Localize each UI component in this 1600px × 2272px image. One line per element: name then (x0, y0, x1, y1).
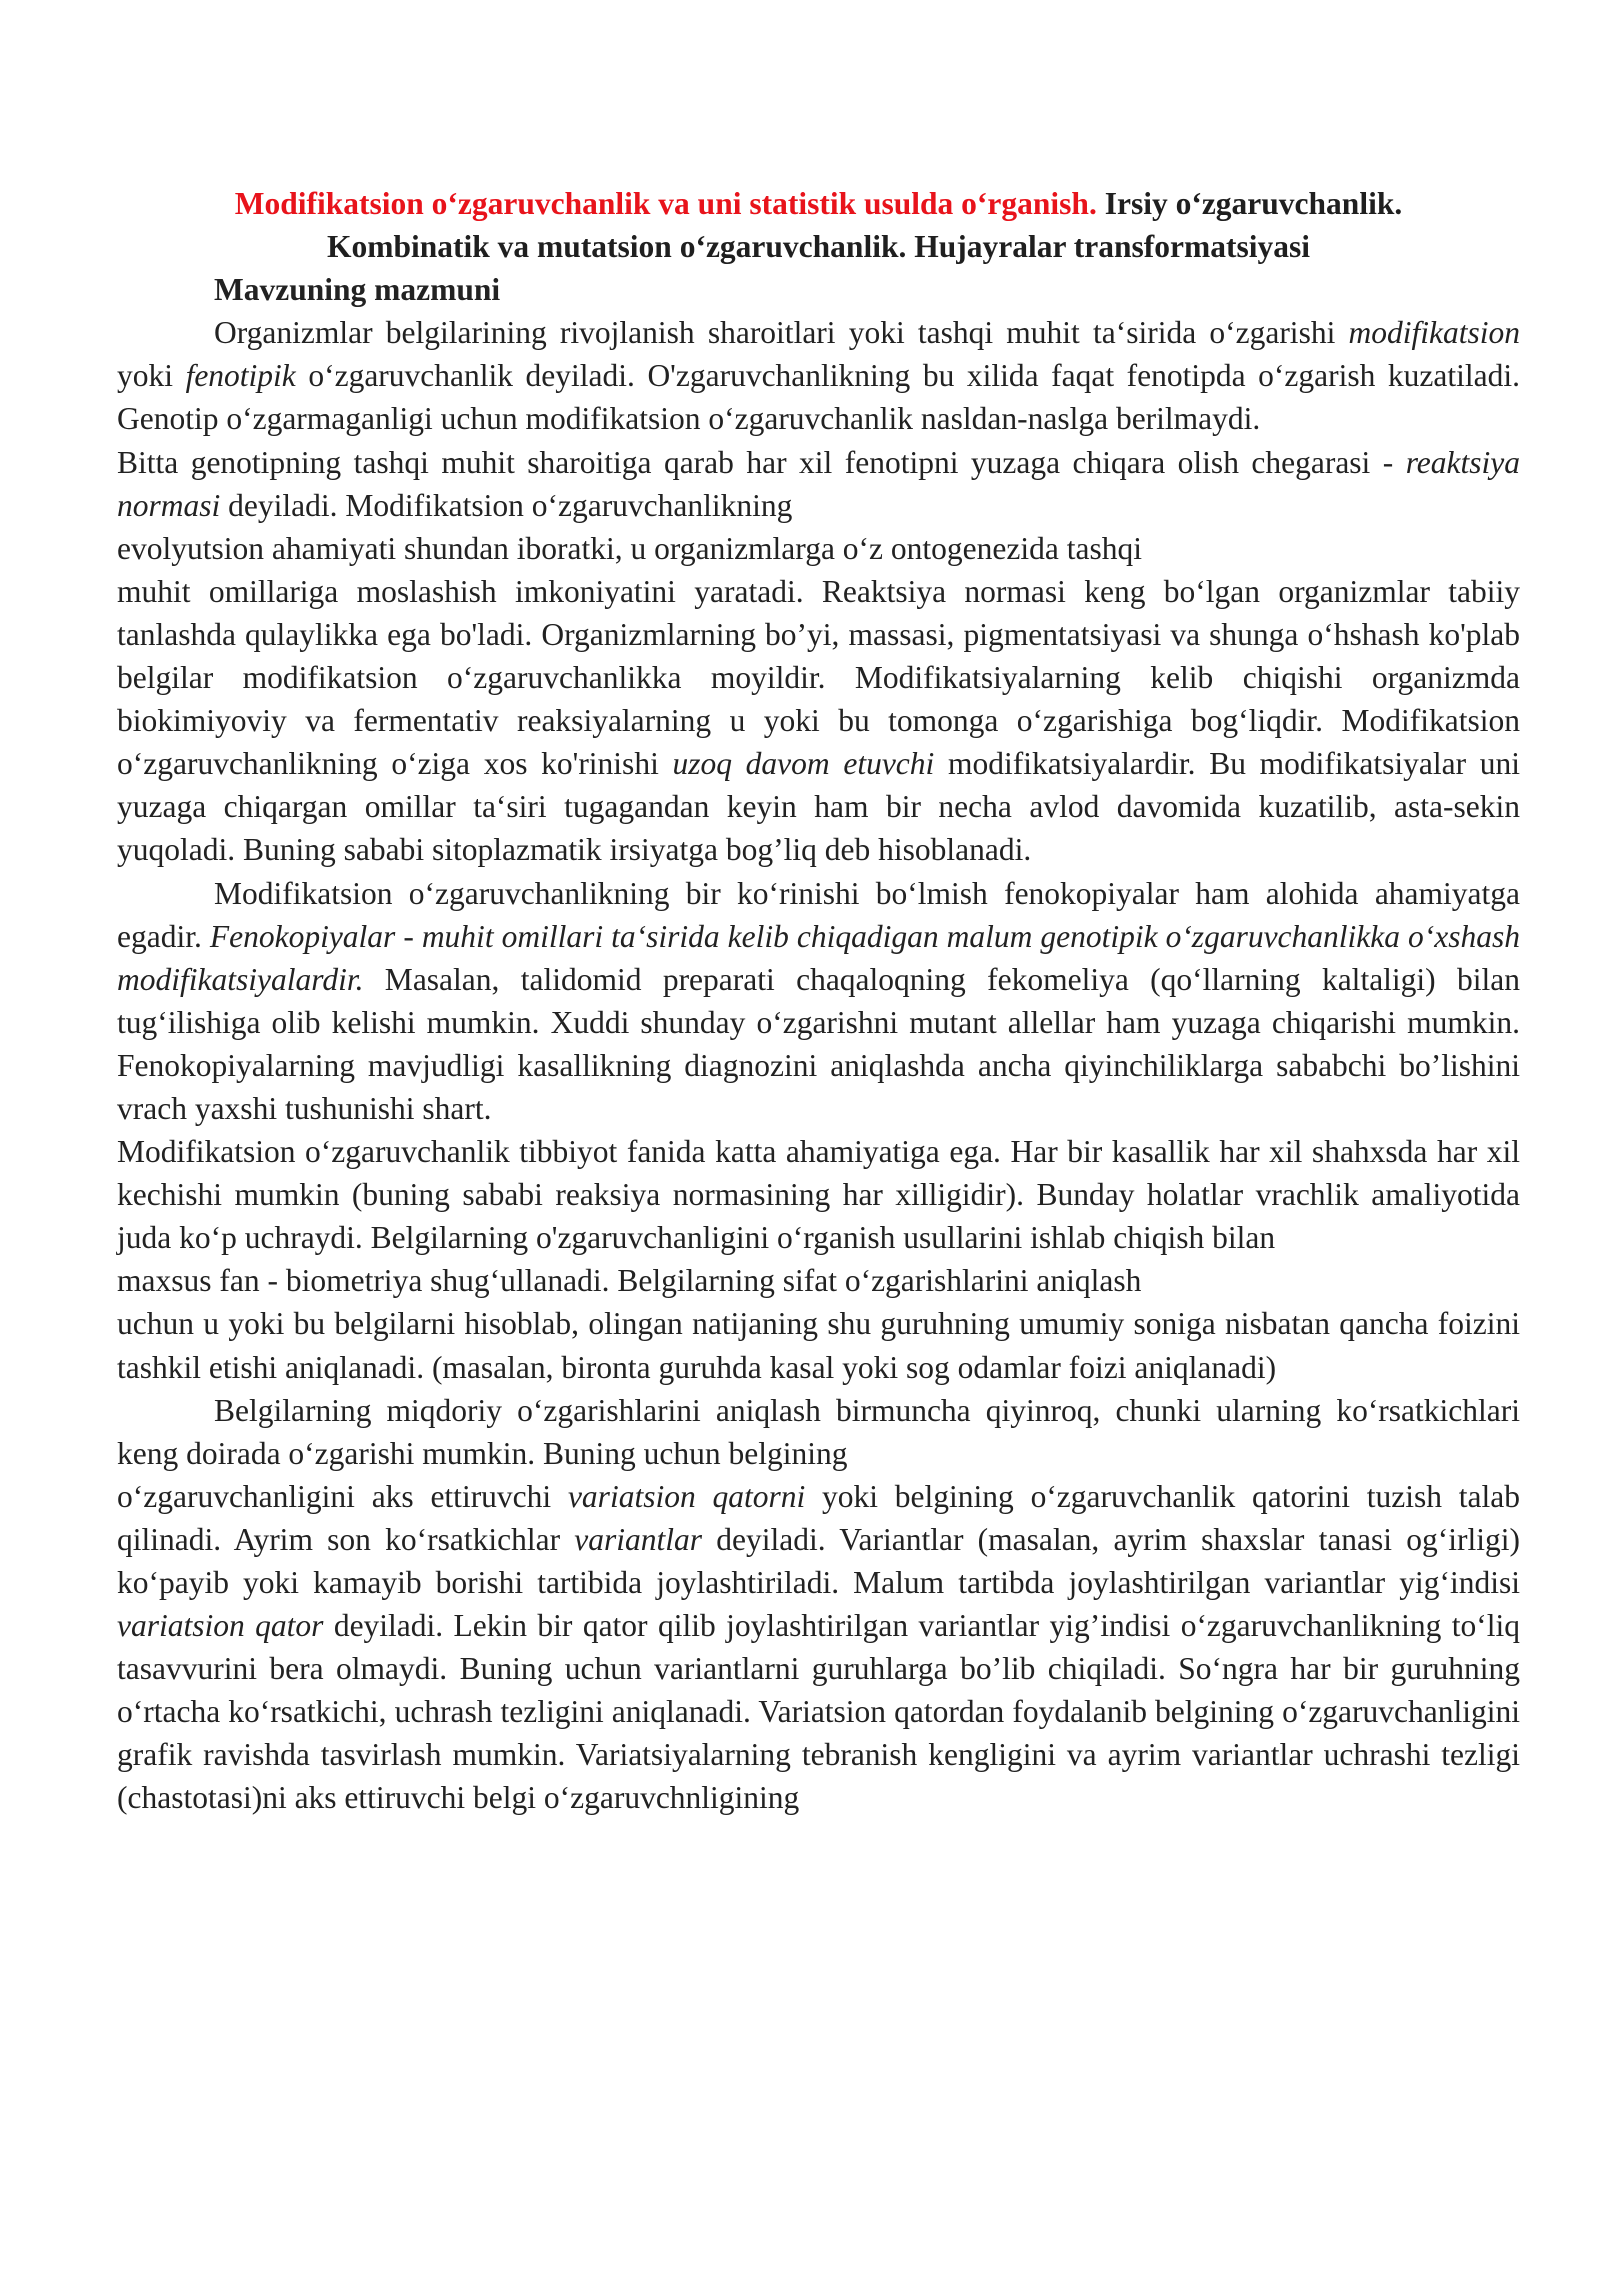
section-subheading: Mavzuning mazmuni (214, 272, 501, 308)
title-dark-part: Irsiy o‘zgaruvchanlik. (1096, 186, 1403, 221)
title-red-part: Modifikatsion o‘zgaruvchanlik va uni statistik usulda o‘rganish. (234, 186, 1097, 221)
title-line-2: Kombinatik va mutatsion o‘zgaruvchanlik. Hujayralar transformatsiyasi (327, 229, 1310, 265)
paragraph-1: Organizmlar belgilarining rivojlanish sharoitlari yoki tashqi muhit ta‘sirida o‘zgarishi modifikatsion yoki fenotipik o‘zgaruvchanlik deyiladi. O'zgaruvchanlikning bu xilida faqat fenotipda o‘zgarish kuzatiladi. Genotip o‘zgarmaganligi uchun modifikatsion o‘zgaruvchanlik nasldan-naslga berilmaydi. (117, 315, 1520, 437)
paragraph-7: maxsus fan - biometriya shug‘ullanadi. Belgilarning sifat o‘zgarishlarini aniqlash (117, 1263, 1142, 1299)
paragraph-10: o‘zgaruvchanligini aks ettiruvchi variatsion qatorni yoki belgining o‘zgaruvchanlik qatorini tuzish talab qilinadi. Ayrim son ko‘rsatkichlar variantlar deyiladi. Variantlar (masalan, ayrim shaxslar tanasi og‘irligi) ko‘payib yoki kamayib borishi tartibida joylashtiriladi. Malum tartibda joylashtirilgan variantlar yig‘indisi variatsion qator deyiladi. Lekin bir qator qilib joylashtirilgan variantlar yig’indisi o‘zgaruvchanlikning to‘liq tasavvurini bera olmaydi. Buning uchun variantlarni guruhlarga bo’lib chiqiladi. So‘ngra har bir guruhning o‘rtacha ko‘rsatkichi, uchrash tezligini aniqlanadi. Variatsion qatordan foydalanib belgining o‘zgaruvchanligini grafik ravishda tasvirlash mumkin. Variatsiyalarning tebranish kengligini va ayrim variantlar uchrashi tezligi (chastotasi)ni aks ettiruvchi belgi o‘zgaruvchnligining (117, 1478, 1520, 1816)
paragraph-3: evolyutsion ahamiyati shundan iboratki, u organizmlarga o‘z ontogenezida tashqi (117, 530, 1142, 566)
paragraph-4: muhit omillariga moslashish imkoniyatini yaratadi. Reaktsiya normasi keng bo‘lgan organizmlar tabiiy tanlashda qulaylikka ega bo'ladi. Organizmlarning bo’yi, massasi, pigmentatsiyasi va shunga o‘hshash ko'plab belgilar modifikatsion o‘zgaruvchanlikka moyildir. Modifikatsiyalarning kelib chiqishi organizmda biokimiyoviy va fermentativ reaksiyalarning u yoki bu tomonga o‘zgarishiga bog‘liqdir. Modifikatsion o‘zgaruvchanlikning o‘ziga xos ko'rinishi uzoq davom etuvchi modifikatsiyalardir. Bu modifikatsiyalar uni yuzaga chiqargan omillar ta‘siri tugagandan keyin ham bir necha avlod davomida kuzatilib, asta-sekin yuqoladi. Buning sababi sitoplazmatik irsiyatga bog’liq deb hisoblanadi. (117, 573, 1520, 868)
paragraph-5: Modifikatsion o‘zgaruvchanlikning bir ko‘rinishi bo‘lmish fenokopiyalar ham alohida ahamiyatga egadir. Fenokopiyalar - muhit omillari ta‘sirida kelib chiqadigan malum genotipik o‘zgaruvchanlikka o‘xshash modifikatsiyalardir. Masalan, talidomid preparati chaqaloqning fekomeliya (qo‘llarning kaltaligi) bilan tug‘ilishiga olib kelishi mumkin. Xuddi shunday o‘zgarishni mutant allellar ham yuzaga chiqarishi mumkin. Fenokopiyalarning mavjudligi kasallikning diagnozini aniqlashda ancha qiyinchiliklarga sababchi bo’lishini vrach yaxshi tushunishi shart. (117, 875, 1520, 1126)
paragraph-9: Belgilarning miqdoriy o‘zgarishlarini aniqlash birmuncha qiyinroq, chunki ularning ko‘rsatkichlari keng doirada o‘zgarishi mumkin. Buning uchun belgining (117, 1392, 1520, 1471)
paragraph-6: Modifikatsion o‘zgaruvchanlik tibbiyot fanida katta ahamiyatiga ega. Har bir kasallik har xil shahxsda har xil kechishi mumkin (buning sababi reaksiya normasining har xilligidir). Bunday holatlar vrachlik amaliyotida juda ko‘p uchraydi. Belgilarning o'zgaruvchanligini o‘rganish usullarini ishlab chiqish bilan (117, 1134, 1520, 1256)
paragraph-2: Bitta genotipning tashqi muhit sharoitiga qarab har xil fenotipni yuzaga chiqara olish chegarasi - reaktsiya normasi deyiladi. Modifikatsion o‘zgaruvchanlikning (117, 444, 1520, 523)
paragraph-8: uchun u yoki bu belgilarni hisoblab, olingan natijaning shu guruhning umumiy soniga nisbatan qancha foizini tashkil etishi aniqlanadi. (masalan, bironta guruhda kasal yoki sog odamlar foizi aniqlanadi) (117, 1306, 1520, 1385)
document-title (117, 182, 1520, 268)
